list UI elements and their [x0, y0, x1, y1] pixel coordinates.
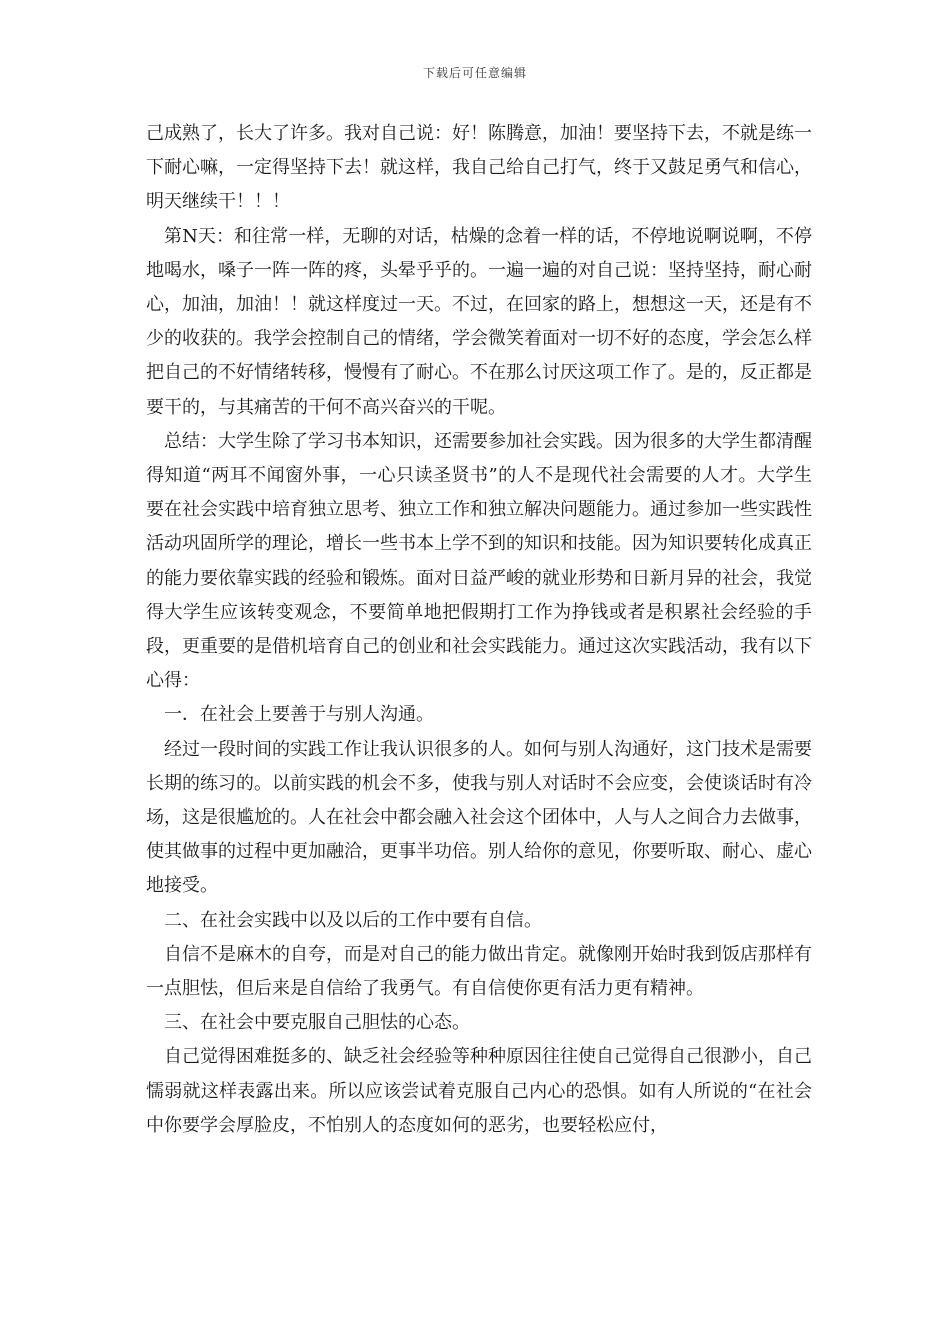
paragraph-6: 自己觉得困难挺多的、缺乏社会经验等种种原因往往使自己觉得自己很渺小，自己懦弱就这样表露出来。所以应该尝试着克服自己内心的恐惧。如有人所说的“在社会中你要学会厚脸皮，不怕别人的态度如何的恶劣，也要轻松应付， [146, 1046, 812, 1136]
document-body [146, 117, 812, 1143]
paragraph-5: 自信不是麻木的自夸，而是对自己的能力做出肯定。就像刚开始时我到饭店那样有一点胆怯，但后来是自信给了我勇气。有自信使你更有活力更有精神。 [146, 943, 812, 1000]
section-heading-1: 一．在社会上要善于与别人沟通。 [164, 704, 434, 726]
paragraph-2: 第N天：和往常一样，无聊的对话，枯燥的念着一样的话，不停地说啊说啊，不停地喝水，嗓子一阵一阵的疼，头晕乎乎的。一遍一遍的对自己说：坚持坚持，耐心耐心，加油，加油！！就这样度过一天。不过，在回家的路上，想想这一天，还是有不少的收获的。我学会控制自己的情绪，学会微笑着面对一切不好的态度，学会怎么样把自己的不好情绪转移，慢慢有了耐心。不在那么讨厌这项工作了。是的，反正都是要干的，与其痛苦的干何不高兴奋兴的干呢。 [146, 225, 812, 418]
section-heading-2: 二、在社会实践中以及以后的工作中要有自信。 [164, 909, 542, 931]
section-heading-3: 三、在社会中要克服自己胆怯的心态。 [164, 1012, 470, 1034]
paragraph-3: 总结：大学生除了学习书本知识，还需要参加社会实践。因为很多的大学生都清醒得知道“两耳不闻窗外事，一心只读圣贤书”的人不是现代社会需要的人才。大学生要在社会实践中培育独立思考、独立工作和独立解决问题能力。通过参加一些实践性活动巩固所学的理论，增长一些书本上学不到的知识和技能。因为知识要转化成真正的能力要依靠实践的经验和锻炼。面对日益严峻的就业形势和日新月异的社会，我觉得大学生应该转变观念，不要简单地把假期打工作为挣钱或者是积累社会经验的手段，更重要的是借机培育自己的创业和社会实践能力。通过这次实践活动，我有以下心得： [146, 430, 812, 692]
paragraph-4: 经过一段时间的实践工作让我认识很多的人。如何与别人沟通好，这门技术是需要长期的练习的。以前实践的机会不多，使我与别人对话时不会应变，会使谈话时有冷场，这是很尴尬的。人在社会中都会融入社会这个团体中，人与人之间合力去做事，使其做事的过程中更加融洽，更事半功倍。别人给你的意见，你要听取、耐心、虚心地接受。 [146, 738, 812, 897]
paragraph-1: 己成熟了，长大了许多。我对自己说：好！陈腾意，加油！要坚持下去，不就是练一下耐心嘛，一定得坚持下去！就这样，我自己给自己打气，终于又鼓足勇气和信心，明天继续干！！！ [146, 123, 812, 213]
page-header: 下载后可任意编辑 [422, 66, 527, 80]
